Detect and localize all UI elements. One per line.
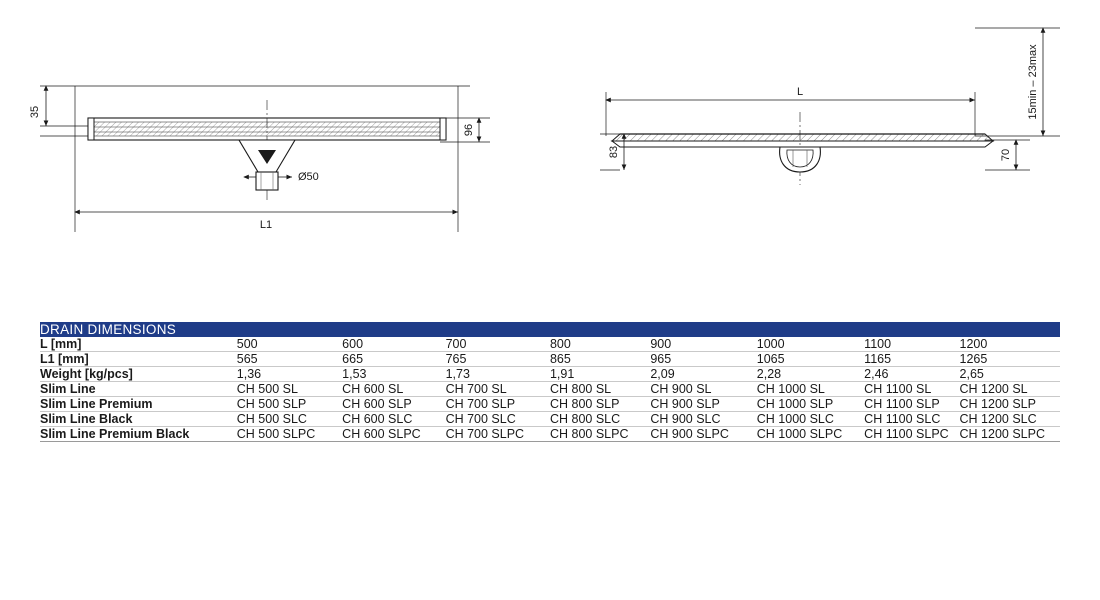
table-cell: CH 800 SLC bbox=[550, 412, 650, 427]
table-cell: CH 700 SL bbox=[446, 382, 550, 397]
dimension-70 bbox=[1000, 140, 1016, 170]
dimension-l bbox=[606, 86, 975, 100]
table-cell: CH 1100 SL bbox=[864, 382, 959, 397]
row-label: L1 [mm] bbox=[40, 352, 237, 367]
dimension-35 bbox=[29, 86, 46, 126]
table-cell: 1265 bbox=[960, 352, 1060, 367]
table-row bbox=[40, 382, 1060, 397]
dimension-96 bbox=[463, 118, 479, 142]
table-row bbox=[40, 412, 1060, 427]
label-height-70: 70 bbox=[1000, 148, 1012, 162]
table-cell: CH 700 SLP bbox=[446, 397, 550, 412]
table-cell: CH 800 SLPC bbox=[550, 427, 650, 442]
table-cell: CH 600 SLC bbox=[342, 412, 445, 427]
table-cell: CH 600 SL bbox=[342, 382, 445, 397]
table-title: DRAIN DIMENSIONS bbox=[40, 322, 1060, 337]
table-cell: 865 bbox=[550, 352, 650, 367]
table-cell: CH 1100 SLP bbox=[864, 397, 959, 412]
table-cell: CH 1000 SLP bbox=[757, 397, 864, 412]
table-cell: 1000 bbox=[757, 337, 864, 352]
table-cell: 1100 bbox=[864, 337, 959, 352]
drain-dimensions-table bbox=[40, 322, 1060, 442]
table-cell: CH 700 SLC bbox=[446, 412, 550, 427]
label-diameter-50: Ø50 bbox=[298, 171, 319, 183]
label-install-height: 15min – 23max bbox=[1027, 44, 1039, 120]
table-cell: CH 500 SLP bbox=[237, 397, 342, 412]
table-cell: 765 bbox=[446, 352, 550, 367]
table-header-row bbox=[40, 322, 1060, 337]
table-cell: 965 bbox=[650, 352, 756, 367]
table-body bbox=[40, 322, 1060, 442]
label-length-l: L bbox=[796, 86, 804, 98]
dimension-diameter-50 bbox=[244, 171, 319, 183]
label-height-96: 96 bbox=[463, 123, 475, 137]
left-elevation-view bbox=[29, 86, 490, 232]
table-cell: CH 1100 SLPC bbox=[864, 427, 959, 442]
table-row bbox=[40, 397, 1060, 412]
drain-siphon-body bbox=[780, 147, 821, 172]
table-cell: CH 900 SLP bbox=[650, 397, 756, 412]
table-cell: CH 1000 SLPC bbox=[757, 427, 864, 442]
table-cell: 1,73 bbox=[446, 367, 550, 382]
table-cell: 600 bbox=[342, 337, 445, 352]
row-label: Weight [kg/pcs] bbox=[40, 367, 237, 382]
table-cell: 2,09 bbox=[650, 367, 756, 382]
table-cell: CH 1100 SLC bbox=[864, 412, 959, 427]
table-cell: 1,53 bbox=[342, 367, 445, 382]
table-row bbox=[40, 367, 1060, 382]
table-cell: 700 bbox=[446, 337, 550, 352]
table-cell: CH 900 SLC bbox=[650, 412, 756, 427]
table-cell: CH 700 SLPC bbox=[446, 427, 550, 442]
table-cell: CH 500 SLC bbox=[237, 412, 342, 427]
label-height-83: 83 bbox=[608, 145, 620, 159]
table-row bbox=[40, 337, 1060, 352]
table-cell: CH 1200 SL bbox=[960, 382, 1060, 397]
drain-outlet-trap bbox=[239, 140, 295, 190]
table-cell: CH 800 SL bbox=[550, 382, 650, 397]
table-cell: CH 600 SLP bbox=[342, 397, 445, 412]
dimension-install-height bbox=[1027, 28, 1043, 136]
table-cell: 1,91 bbox=[550, 367, 650, 382]
table-cell: 900 bbox=[650, 337, 756, 352]
table-cell: 1200 bbox=[960, 337, 1060, 352]
table-cell: 1,36 bbox=[237, 367, 342, 382]
label-length-l1: L1 bbox=[259, 219, 273, 231]
row-label: Slim Line bbox=[40, 382, 237, 397]
table-cell: 2,65 bbox=[960, 367, 1060, 382]
table-cell: CH 600 SLPC bbox=[342, 427, 445, 442]
table-cell: 565 bbox=[237, 352, 342, 367]
table-cell: CH 500 SL bbox=[237, 382, 342, 397]
table-cell: CH 1200 SLC bbox=[960, 412, 1060, 427]
right-section-view bbox=[600, 28, 1060, 185]
row-label: Slim Line Premium Black bbox=[40, 427, 237, 442]
table-cell: 665 bbox=[342, 352, 445, 367]
table-cell: CH 1200 SLP bbox=[960, 397, 1060, 412]
table-cell: 2,28 bbox=[757, 367, 864, 382]
table-cell: 1165 bbox=[864, 352, 959, 367]
table-cell: 500 bbox=[237, 337, 342, 352]
table-cell: 2,46 bbox=[864, 367, 959, 382]
table-cell: 800 bbox=[550, 337, 650, 352]
table-row bbox=[40, 427, 1060, 442]
table-cell: CH 1200 SLPC bbox=[960, 427, 1060, 442]
table-cell: CH 900 SL bbox=[650, 382, 756, 397]
drain-flange-plate bbox=[612, 134, 993, 147]
table-cell: CH 900 SLPC bbox=[650, 427, 756, 442]
row-label: L [mm] bbox=[40, 337, 237, 352]
table-row bbox=[40, 352, 1060, 367]
label-height-35: 35 bbox=[29, 105, 41, 119]
dimension-l1 bbox=[75, 212, 458, 231]
table-cell: CH 800 SLP bbox=[550, 397, 650, 412]
table-cell: 1065 bbox=[757, 352, 864, 367]
table-cell: CH 1000 SL bbox=[757, 382, 864, 397]
row-label: Slim Line Premium bbox=[40, 397, 237, 412]
table-cell: CH 500 SLPC bbox=[237, 427, 342, 442]
row-label: Slim Line Black bbox=[40, 412, 237, 427]
table-cell: CH 1000 SLC bbox=[757, 412, 864, 427]
